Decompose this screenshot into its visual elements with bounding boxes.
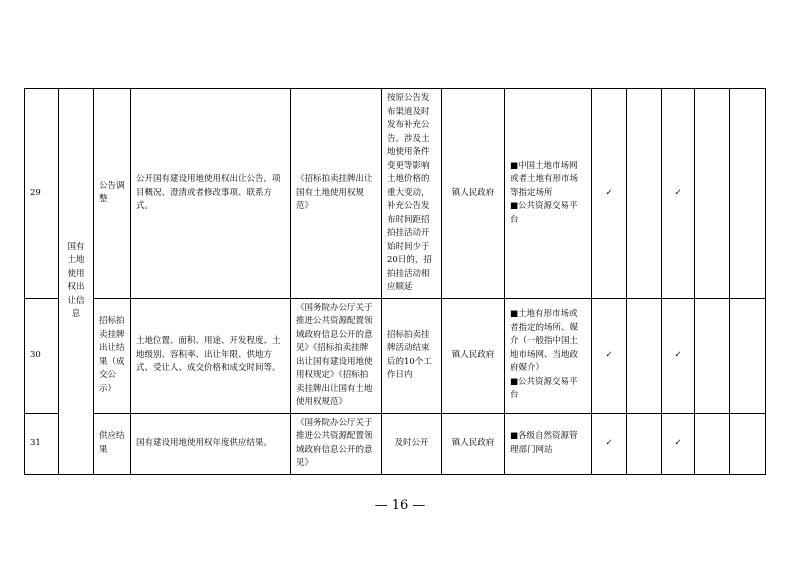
empty-cell: [730, 413, 766, 474]
time-cell: 及时公开: [382, 413, 442, 474]
check-mark-b: ✓: [662, 413, 695, 474]
table-row: [25, 89, 766, 299]
empty-cell: [695, 298, 730, 413]
category-cell: 国有土地使用权出让信息: [59, 89, 94, 475]
channel-item: ■各级自然资源管理部门网站: [510, 431, 578, 455]
row-number: 30: [25, 298, 59, 413]
empty-cell: [695, 413, 730, 474]
time-cell: 按原公告发布渠道及时发布补充公告。涉及土地使用条件变更等影响土地价格的重大变动，补充公告发布时间距招拍挂活动开始时间少于20日的，招拍挂活动相应顺延: [382, 89, 442, 299]
empty-cell: [627, 413, 662, 474]
channel-cell: [505, 413, 592, 474]
body-cell: 镇人民政府: [442, 298, 505, 413]
channel-cell: [505, 298, 592, 413]
channel-item: ■公共资源交易平台: [510, 201, 578, 225]
check-mark-a: ✓: [592, 413, 627, 474]
channel-cell: [505, 89, 592, 299]
check-mark-b: ✓: [662, 298, 695, 413]
body-cell: 镇人民政府: [442, 89, 505, 299]
body-cell: 镇人民政府: [442, 413, 505, 474]
item-cell: 公告调整: [94, 89, 131, 299]
channel-item: ■土地有形市场或者指定的场所、媒介（一般指中国土地市场网、当地政府媒介）: [510, 309, 579, 374]
check-mark-a: ✓: [592, 89, 627, 299]
basis-cell: 《国务院办公厅关于推进公共资源配置领域政府信息公开的意见》: [291, 413, 382, 474]
content-cell: 公开国有建设用地使用权出让公告，项目概况、澄清或者修改事项、联系方式。: [131, 89, 291, 299]
channel-item: ■中国土地市场网或者土地有形市场等指定场所: [510, 160, 579, 198]
row-number: 31: [25, 413, 59, 474]
item-cell: 供应结果: [94, 413, 131, 474]
time-cell: 招标拍卖挂牌活动结束后的10个工作日内: [382, 298, 442, 413]
basis-cell: 《国务院办公厅关于推进公共资源配置领域政府信息公开的意见》《招标拍卖挂牌出让国有建设用地使用权规定》《招标拍卖挂牌出让国有土地使用权规范》: [291, 298, 382, 413]
page-number: — 16 —: [374, 498, 426, 513]
table-row: [25, 413, 766, 474]
content-cell: 国有建设用地使用权年度供应结果。: [131, 413, 291, 474]
check-mark-b: ✓: [662, 89, 695, 299]
empty-cell: [730, 89, 766, 299]
empty-cell: [730, 298, 766, 413]
channel-item: ■公共资源交易平台: [510, 376, 578, 401]
empty-cell: [627, 298, 662, 413]
empty-cell: [695, 89, 730, 299]
row-number: 29: [25, 89, 59, 299]
empty-cell: [627, 89, 662, 299]
disclosure-table: [24, 88, 766, 475]
item-cell: 招标拍卖挂牌出让结果（成交公示）: [94, 298, 131, 413]
check-mark-a: ✓: [592, 298, 627, 413]
content-cell: 土地位置、面积、用途、开发程度、土地级别、容积率、出让年限、供地方式、受让人、成交价格和成交时间等。: [131, 298, 291, 413]
basis-cell: 《招标拍卖挂牌出让国有土地使用权规范》: [291, 89, 382, 299]
table-row: [25, 298, 766, 413]
